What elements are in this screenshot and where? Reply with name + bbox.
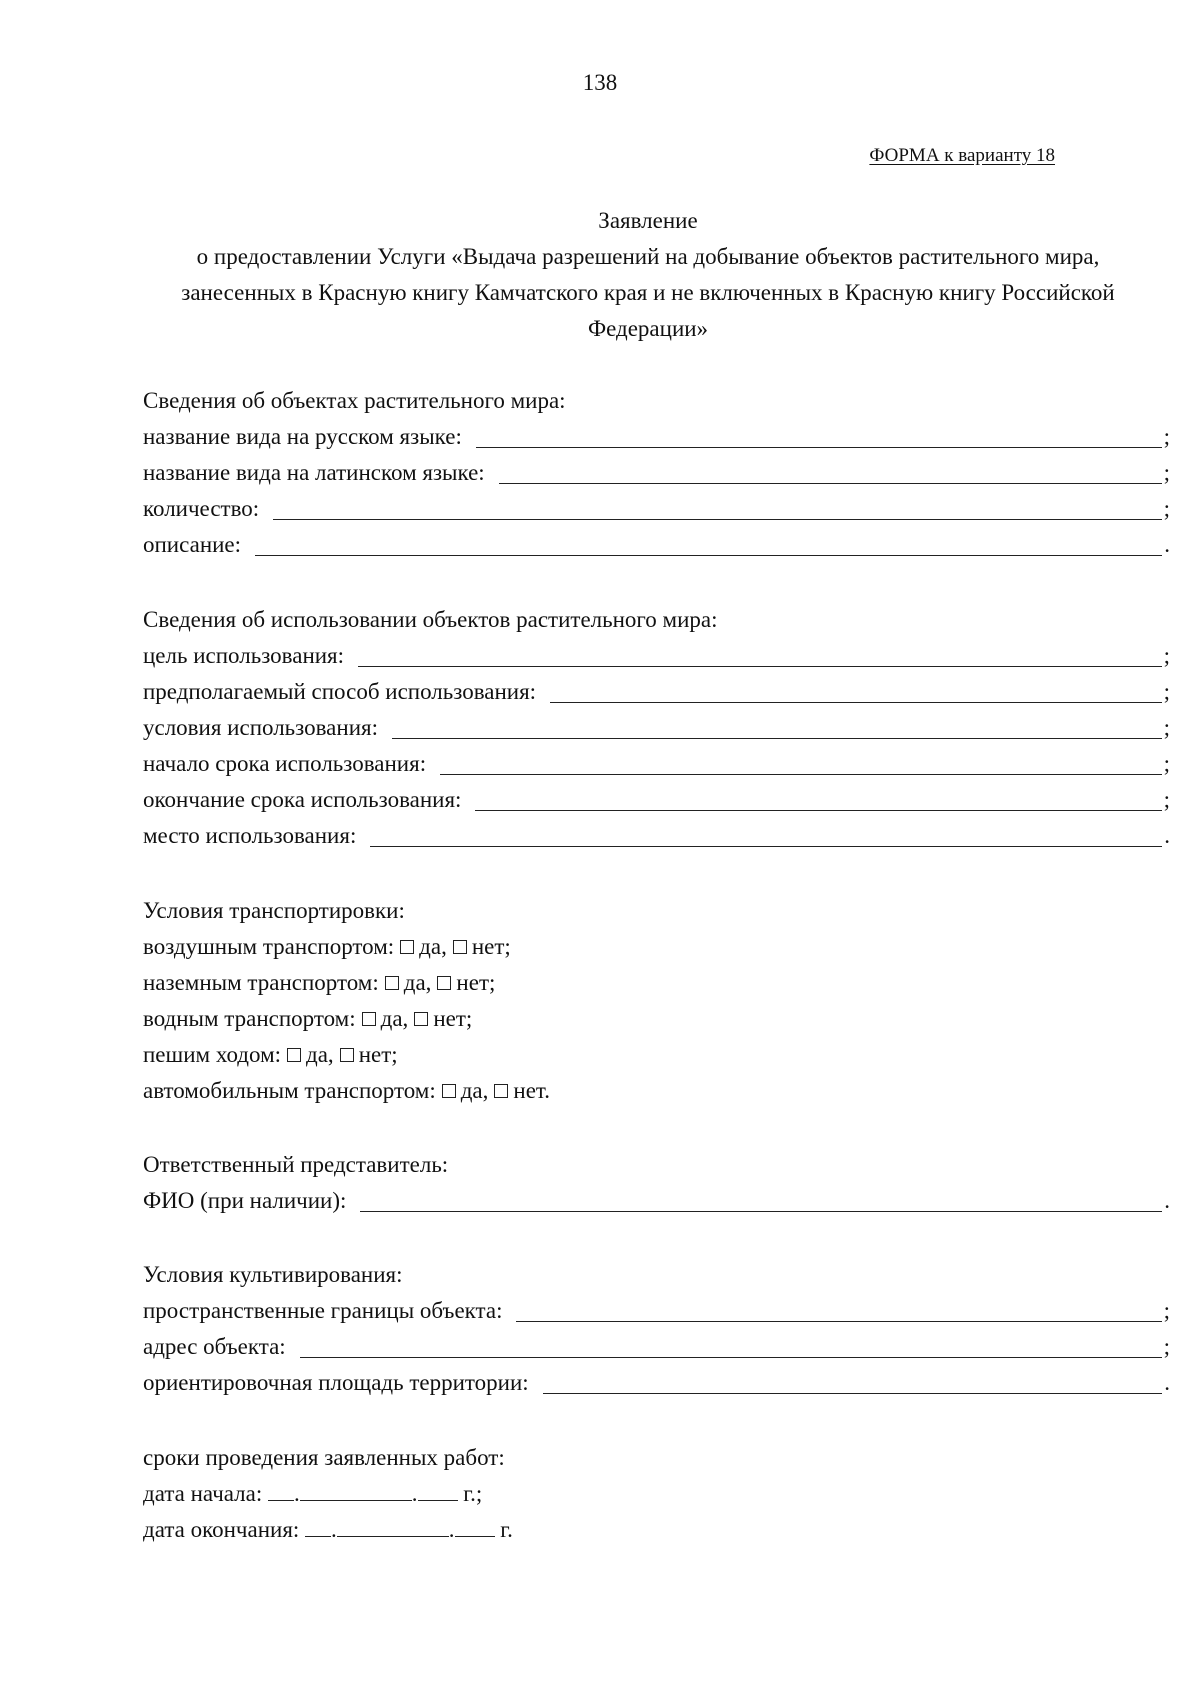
line-terminator: . bbox=[1164, 823, 1170, 848]
end-month-input[interactable] bbox=[337, 1516, 449, 1537]
form-line-description bbox=[143, 527, 1170, 563]
usage-start-input[interactable] bbox=[440, 752, 1162, 775]
representative-section bbox=[143, 1147, 1170, 1219]
title-line-4: Федерации» bbox=[587, 316, 709, 341]
section-heading: Условия культивирования: bbox=[143, 1262, 403, 1287]
form-line-start-date: дата начала: . . г.; bbox=[143, 1476, 1170, 1512]
line-terminator: . bbox=[1164, 532, 1170, 557]
field-label: цель использования: bbox=[143, 643, 345, 668]
field-label: дата начала: bbox=[143, 1481, 263, 1506]
form-line-usage-purpose bbox=[143, 638, 1170, 674]
yes-label: да, bbox=[306, 1042, 334, 1067]
yes-checkbox[interactable] bbox=[362, 1012, 376, 1026]
line-terminator: . bbox=[1164, 1370, 1170, 1395]
transport-row-car bbox=[143, 1073, 1170, 1109]
yes-label: да, bbox=[380, 1006, 409, 1031]
no-label: нет; bbox=[358, 1042, 398, 1067]
transport-label: воздушным транспортом: bbox=[143, 934, 395, 959]
form-line-area bbox=[143, 1365, 1170, 1401]
line-terminator: ; bbox=[1163, 1334, 1170, 1359]
section-heading: Сведения об объектах растительного мира: bbox=[143, 388, 566, 413]
form-line-boundaries bbox=[143, 1293, 1170, 1329]
plant-objects-section bbox=[143, 383, 1170, 563]
yes-checkbox[interactable] bbox=[385, 976, 399, 990]
form-line-address bbox=[143, 1329, 1170, 1365]
section-heading: Ответственный представитель: bbox=[143, 1152, 449, 1177]
area-input[interactable] bbox=[543, 1371, 1163, 1394]
page-number: 138 bbox=[582, 70, 618, 95]
year-suffix: г.; bbox=[463, 1481, 483, 1506]
form-line-fio bbox=[143, 1183, 1170, 1219]
year-suffix: г. bbox=[500, 1517, 513, 1542]
document-title bbox=[130, 203, 1166, 347]
field-label: дата окончания: bbox=[143, 1517, 300, 1542]
line-terminator: ; bbox=[1163, 715, 1170, 740]
line-terminator: ; bbox=[1163, 643, 1170, 668]
section-heading: Условия транспортировки: bbox=[143, 898, 405, 923]
title-line-2: о предоставлении Услуги «Выдача разрешений на добывание объектов растительного мира, bbox=[196, 244, 1100, 269]
transport-label: водным транспортом: bbox=[143, 1006, 356, 1031]
section-heading: Сведения об использовании объектов растительного мира: bbox=[143, 607, 718, 632]
yes-label: да, bbox=[419, 934, 447, 959]
field-label: условия использования: bbox=[143, 715, 378, 740]
field-label: название вида на русском языке: bbox=[143, 424, 462, 449]
field-label: окончание срока использования: bbox=[143, 787, 462, 812]
field-label: пространственные границы объекта: bbox=[143, 1298, 503, 1323]
fio-input[interactable] bbox=[360, 1189, 1162, 1212]
no-checkbox[interactable] bbox=[414, 1012, 428, 1026]
yes-checkbox[interactable] bbox=[442, 1084, 456, 1098]
no-checkbox[interactable] bbox=[494, 1084, 508, 1098]
field-label: описание: bbox=[143, 532, 242, 557]
form-line-usage-end bbox=[143, 782, 1170, 818]
end-year-input[interactable] bbox=[455, 1516, 495, 1537]
transport-row-walking bbox=[143, 1037, 1170, 1073]
form-line-species-latin bbox=[143, 455, 1170, 491]
field-label: начало срока использования: bbox=[143, 751, 427, 776]
yes-checkbox[interactable] bbox=[400, 940, 414, 954]
usage-section bbox=[143, 602, 1170, 854]
line-terminator: ; bbox=[1163, 1298, 1170, 1323]
line-terminator: . bbox=[1164, 1188, 1170, 1213]
field-label: предполагаемый способ использования: bbox=[143, 679, 537, 704]
transport-row-air bbox=[143, 929, 1170, 965]
field-label: название вида на латинском языке: bbox=[143, 460, 485, 485]
line-terminator: ; bbox=[1163, 496, 1170, 521]
form-line-end-date: дата окончания: . . г. bbox=[143, 1512, 1170, 1548]
usage-conditions-input[interactable] bbox=[392, 716, 1162, 739]
transport-label: автомобильным транспортом: bbox=[143, 1078, 436, 1103]
start-month-input[interactable] bbox=[300, 1480, 412, 1501]
no-checkbox[interactable] bbox=[340, 1048, 354, 1062]
form-line-usage-place bbox=[143, 818, 1170, 854]
title-line-3: занесенных в Красную книгу Камчатского края и не включенных в Красную книгу Российской bbox=[181, 280, 1115, 305]
description-input[interactable] bbox=[255, 533, 1162, 556]
line-terminator: ; bbox=[1163, 460, 1170, 485]
form-line-usage-conditions bbox=[143, 710, 1170, 746]
usage-end-input[interactable] bbox=[475, 788, 1161, 811]
address-input[interactable] bbox=[300, 1335, 1162, 1358]
transport-row-ground bbox=[143, 965, 1170, 1001]
no-label: нет; bbox=[471, 934, 511, 959]
end-day-input[interactable] bbox=[305, 1516, 331, 1537]
no-checkbox[interactable] bbox=[453, 940, 467, 954]
yes-label: да, bbox=[460, 1078, 489, 1103]
no-label: нет; bbox=[433, 1006, 473, 1031]
dates-section bbox=[143, 1440, 1170, 1548]
field-label: адрес объекта: bbox=[143, 1334, 286, 1359]
section-heading: сроки проведения заявленных работ: bbox=[143, 1445, 505, 1470]
line-terminator: ; bbox=[1163, 424, 1170, 449]
species-latin-input[interactable] bbox=[499, 461, 1162, 484]
form-line-usage-start bbox=[143, 746, 1170, 782]
usage-method-input[interactable] bbox=[550, 680, 1162, 703]
line-terminator: ; bbox=[1163, 679, 1170, 704]
no-label: нет; bbox=[456, 970, 496, 995]
yes-checkbox[interactable] bbox=[287, 1048, 301, 1062]
line-terminator: ; bbox=[1163, 751, 1170, 776]
form-reference: ФОРМА к варианту 18 bbox=[869, 145, 1055, 166]
title-line-1: Заявление bbox=[598, 208, 698, 233]
start-year-input[interactable] bbox=[418, 1480, 458, 1501]
usage-place-input[interactable] bbox=[370, 824, 1162, 847]
field-label: ориентировочная площадь территории: bbox=[143, 1370, 529, 1395]
cultivation-section bbox=[143, 1257, 1170, 1401]
quantity-input[interactable] bbox=[273, 497, 1161, 520]
form-line-usage-method bbox=[143, 674, 1170, 710]
boundaries-input[interactable] bbox=[516, 1299, 1161, 1322]
start-day-input[interactable] bbox=[268, 1480, 294, 1501]
field-label: количество: bbox=[143, 496, 260, 521]
transport-label: пешим ходом: bbox=[143, 1042, 282, 1067]
transport-label: наземным транспортом: bbox=[143, 970, 379, 995]
usage-purpose-input[interactable] bbox=[358, 644, 1162, 667]
field-label: место использования: bbox=[143, 823, 357, 848]
transport-section bbox=[143, 893, 1170, 1109]
form-line-species-russian bbox=[143, 419, 1170, 455]
no-checkbox[interactable] bbox=[437, 976, 451, 990]
transport-row-water bbox=[143, 1001, 1170, 1037]
no-label: нет. bbox=[513, 1078, 550, 1103]
form-line-quantity bbox=[143, 491, 1170, 527]
line-terminator: ; bbox=[1163, 787, 1170, 812]
species-russian-input[interactable] bbox=[476, 425, 1162, 448]
field-label: ФИО (при наличии): bbox=[143, 1188, 347, 1213]
yes-label: да, bbox=[403, 970, 432, 995]
